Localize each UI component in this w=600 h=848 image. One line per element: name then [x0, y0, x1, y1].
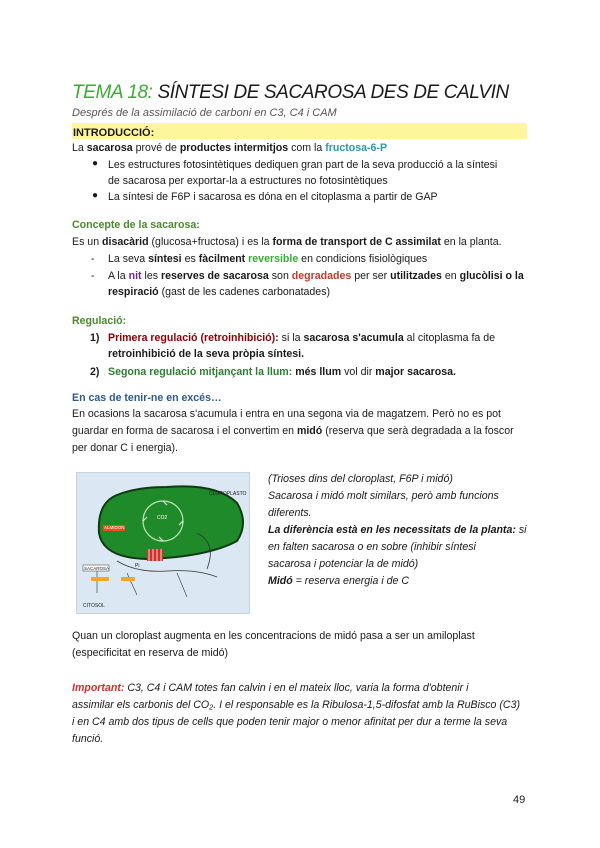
important-line-3: i en C4 amb dos tipus de cells que poden tenir major o menor afinitat per dur a terme la seva	[72, 716, 508, 728]
intro-bullet-2: La síntesi de F6P i sacarosa es dóna en el citoplasma a partir de GAP	[108, 191, 438, 203]
diagram-note-6: sacarosa i potenciar la de midó)	[268, 558, 419, 570]
excess-line-2: guardar en forma de sacarosa i el convertim en midó (reserva que serà degradada a la foscor	[72, 425, 514, 437]
title-rest: SÍNTESI DE SACAROSA DES DE CALVIN	[152, 82, 509, 103]
diagram-label-co2: CO2	[157, 515, 168, 521]
important-line-1: Important: C3, C4 i CAM totes fan calvin i en el mateix lloc, varia la forma d'obtenir i	[72, 682, 469, 694]
concept-line: Es un disacàrid (glucosa+fructosa) i es la forma de transport de C assimilat en la planta.	[72, 236, 502, 248]
diagram-label-pi: Pi	[135, 563, 140, 569]
regulation-item-2: Segona regulació mitjançant la llum: més llum vol dir major sacarosa.	[108, 366, 456, 378]
concept-heading: Concepte de la sacarosa:	[72, 219, 200, 231]
diagram-note-5: en falten sacarosa o en sobre (inhibir síntesi	[268, 541, 476, 553]
important-line-4: funció.	[72, 733, 104, 745]
diagram-note-1: (Trioses dins del cloroplast, F6P i midó)	[268, 473, 453, 485]
bullet-dot: ●	[92, 190, 99, 201]
diagram-note-4: La diferència està en les necessitats de la planta: si	[268, 524, 527, 536]
intro-heading: INTRODUCCIÓ:	[73, 127, 155, 139]
diagram-label-sacarosa: SACAROSA	[84, 566, 110, 571]
concept-dash-2: A la nit les reserves de sacarosa son degradades per ser utilitzades en glucòlisi o la	[108, 270, 524, 282]
regulation-item-1-cont: retroinhibició de la seva pròpia síntesi.	[108, 348, 305, 360]
title-lead: TEMA 18:	[72, 82, 153, 103]
diagram-label-citosol: CITOSOL	[83, 603, 105, 609]
diagram-note-3: diferents.	[268, 507, 312, 519]
excess-line-3: per donar C i energia).	[72, 442, 178, 454]
excess-heading: En cas de tenir-ne en excés…	[72, 392, 222, 404]
bullet-dot: ●	[92, 158, 99, 169]
list-number: 2)	[90, 366, 100, 378]
page-number: 49	[513, 794, 526, 806]
excess-line-1: En ocasions la sacarosa s'acumula i entra en una segona via de magatzem. Però no es pot	[72, 408, 501, 420]
dash: -	[91, 253, 95, 265]
amyloplast-line-2: (especificitat en reserva de midó)	[72, 647, 229, 659]
important-line-2: assimilar els carbonis del CO₂. I el responsable es la Ribulosa-1,5-difosfat amb la RuBisco (C3)	[72, 699, 520, 711]
page-title	[72, 82, 509, 104]
chloroplast-diagram	[76, 472, 250, 614]
concept-dash-1: La seva síntesi es fàcilment reversible en condicions fisiològiques	[108, 253, 428, 265]
concept-dash-2-cont: respiració (gast de les cadenes carbonatades)	[108, 286, 331, 298]
regulation-item-1: Primera regulació (retroinhibició): si la sacarosa s'acumula al citoplasma fa de	[108, 332, 496, 344]
dash: -	[91, 270, 95, 282]
diagram-label-cloroplast: CLOROPLASTO	[209, 491, 247, 497]
page-subtitle: Després de la assimilació de carboni en C3, C4 i CAM	[72, 107, 337, 119]
intro-bullet-1: Les estructures fotosintètiques dediquen gran part de la seva producció a la síntesi	[108, 159, 498, 171]
amyloplast-line-1: Quan un cloroplast augmenta en les concentracions de midó pasa a ser un amiloplast	[72, 630, 475, 642]
list-number: 1)	[90, 332, 100, 344]
diagram-note-7: Midó = reserva energia i de C	[268, 575, 410, 587]
diagram-note-2: Sacarosa i midó molt similars, però amb funcions	[268, 490, 499, 502]
intro-bullet-1-cont: de sacarosa per exportar-la a estructures no fotosintètiques	[108, 175, 388, 187]
diagram-label-almidon: ALMIDON	[104, 525, 125, 530]
intro-line: La sacarosa prové de productes intermitjos com la fructosa-6-P	[72, 142, 388, 154]
regulation-heading: Regulació:	[72, 315, 127, 327]
intro-heading-bar	[72, 123, 527, 139]
